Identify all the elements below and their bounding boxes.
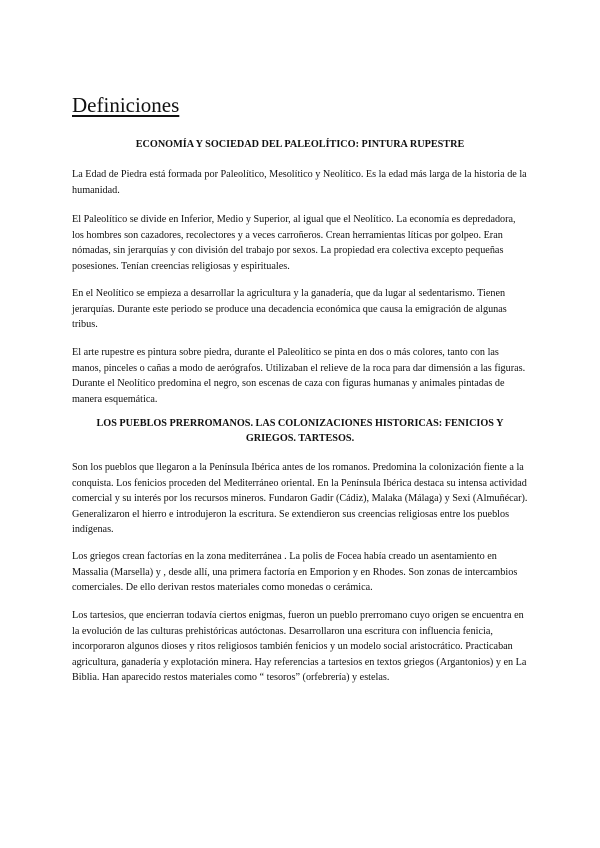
paragraph: El Paleolítico se divide en Inferior, Medio y Superior, al igual que el Neolítico. La economía es depredadora, los hombres son cazadores, recolectores y a veces carroñeros. Crean herramientas líticas por golpeo. Eran nómadas, sin jerarquías y con división del trabajo por sexos. La propiedad era colectiva excepto pequeñas posesiones. Tenían creencias religiosas y espirituales.: [72, 214, 516, 272]
paragraph: En el Neolítico se empieza a desarrollar la agricultura y la ganadería, que da lugar al sedentarismo. Tienen jerarquías. Durante este periodo se produce una decadencia económica que causa la emigración de algunas tribus.: [72, 288, 507, 331]
section-heading-paleolitico: ECONOMÍA Y SOCIEDAD DEL PALEOLÍTICO: PINTURA RUPESTRE: [135, 139, 465, 150]
paragraph: El arte rupestre es pintura sobre piedra, durante el Paleolítico se pinta en dos o más colores, tanto con las manos, pinceles o cañas a modo de aerógrafos. Utilizaban el relieve de la roca para dar dimensión a las figuras. Durante el Neolítico predomina el negro, son escenas de caza con figuras humanas y animales pintadas de manera esquemática.: [72, 347, 526, 405]
paragraph: Los tartesios, que encierran todavía ciertos enigmas, fueron un pueblo prerromano cuyo origen se encuentra en la evolución de las culturas prehistóricas autóctonas. Desarrollaron una escritura con influencia fenicia, incorporaron algunos dioses y ritos religiosos también fenicios y un modelo social aristocrático. Practicaban agricultura, ganadería y explotación minera. Hay referencias a tartesios en textos griegos (Argantonios) y en La Biblia. Han aparecido restos materiales como “ tesoros” (orfebrería) y estelas.: [72, 610, 527, 684]
paragraph: Los griegos crean factorías en la zona mediterránea . La polis de Focea había creado un asentamiento en Massalia (Marsella) y , desde allí, una primera factoría en Emporion y en Rhodes. Son zonas de intercambios comerciales. De ello derivan restos materiales como monedas o cerámica.: [72, 551, 518, 594]
paragraph: La Edad de Piedra está formada por Paleolítico, Mesolítico y Neolítico. Es la edad más larga de la historia de la humanidad.: [72, 169, 527, 196]
page-title: Definiciones: [72, 93, 180, 117]
section-heading-prerromanos: LOS PUEBLOS PRERROMANOS. LAS COLONIZACIONES HISTORICAS: FENICIOS Y GRIEGOS. TARTESOS.: [96, 418, 504, 444]
paragraph: Son los pueblos que llegaron a la Península Ibérica antes de los romanos. Predomina la colonización fiente a la conquista. Los fenicios proceden del Mediterráneo oriental. En la Península Ibérica destaca su intensa actividad comercial y su interés por los recursos mineros. Fundaron Gadir (Cádiz), Malaka (Málaga) y Sexi (Almuñécar). Generalizaron el hierro e introdujeron la escritura. Se extendieron sus creencias religiosas entre los pueblos indígenas.: [72, 462, 528, 536]
